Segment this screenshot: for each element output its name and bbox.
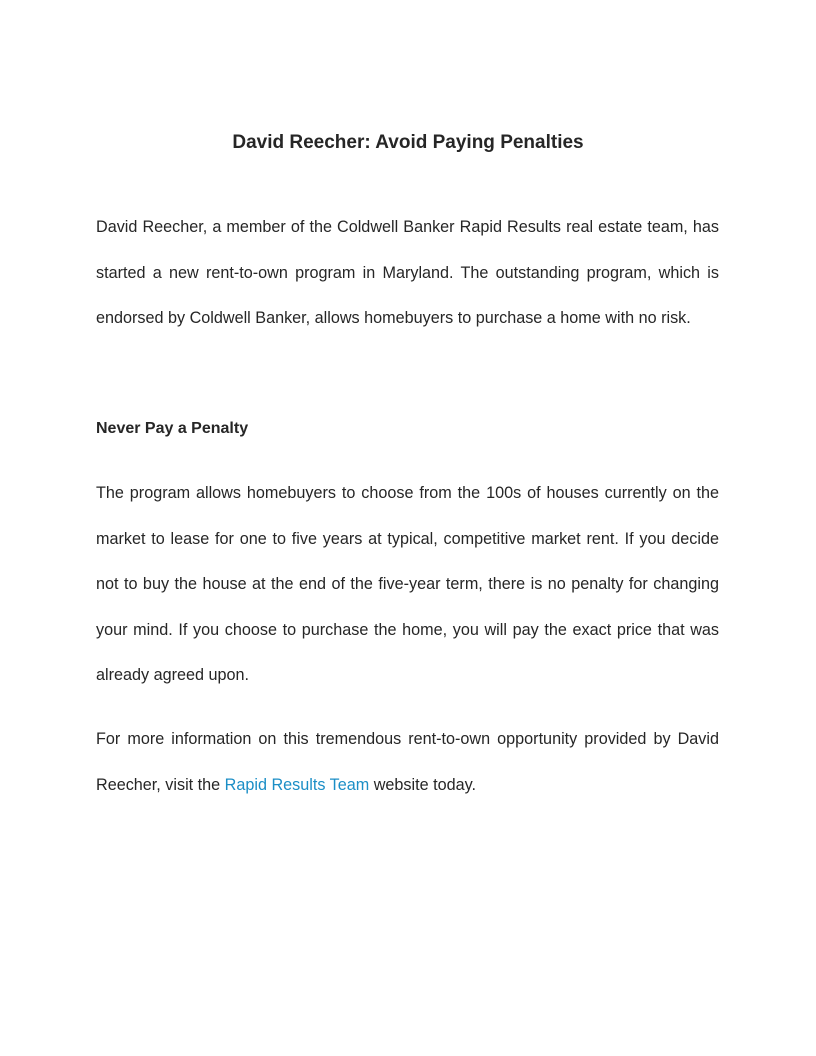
- body-paragraph: The program allows homebuyers to choose from the 100s of houses currently on the market to lease for one to five years at typical, competitive market rent. If you decide not to buy the house at the end of the five-year term, there is no penalty for changing your mind. If you choose to purchase the home, you will pay the exact price that was already agreed upon.: [96, 484, 719, 685]
- closing-text-after-link: website today.: [369, 775, 477, 794]
- page-title: David Reecher: Avoid Paying Penalties: [232, 132, 584, 153]
- section-heading: Never Pay a Penalty: [96, 420, 249, 437]
- rapid-results-team-link[interactable]: Rapid Results Team: [224, 775, 370, 794]
- closing-paragraph: [96, 717, 719, 808]
- intro-paragraph: David Reecher, a member of the Coldwell Banker Rapid Results real estate team, has started a new rent-to-own program in Maryland. The outstanding program, which is endorsed by Coldwell Banker, allows homebuyers to purchase a home with no risk.: [96, 218, 719, 328]
- closing-text-before-link: For more information on this tremendous rent-to-own opportunity provided by David Reecher, visit the: [96, 730, 719, 794]
